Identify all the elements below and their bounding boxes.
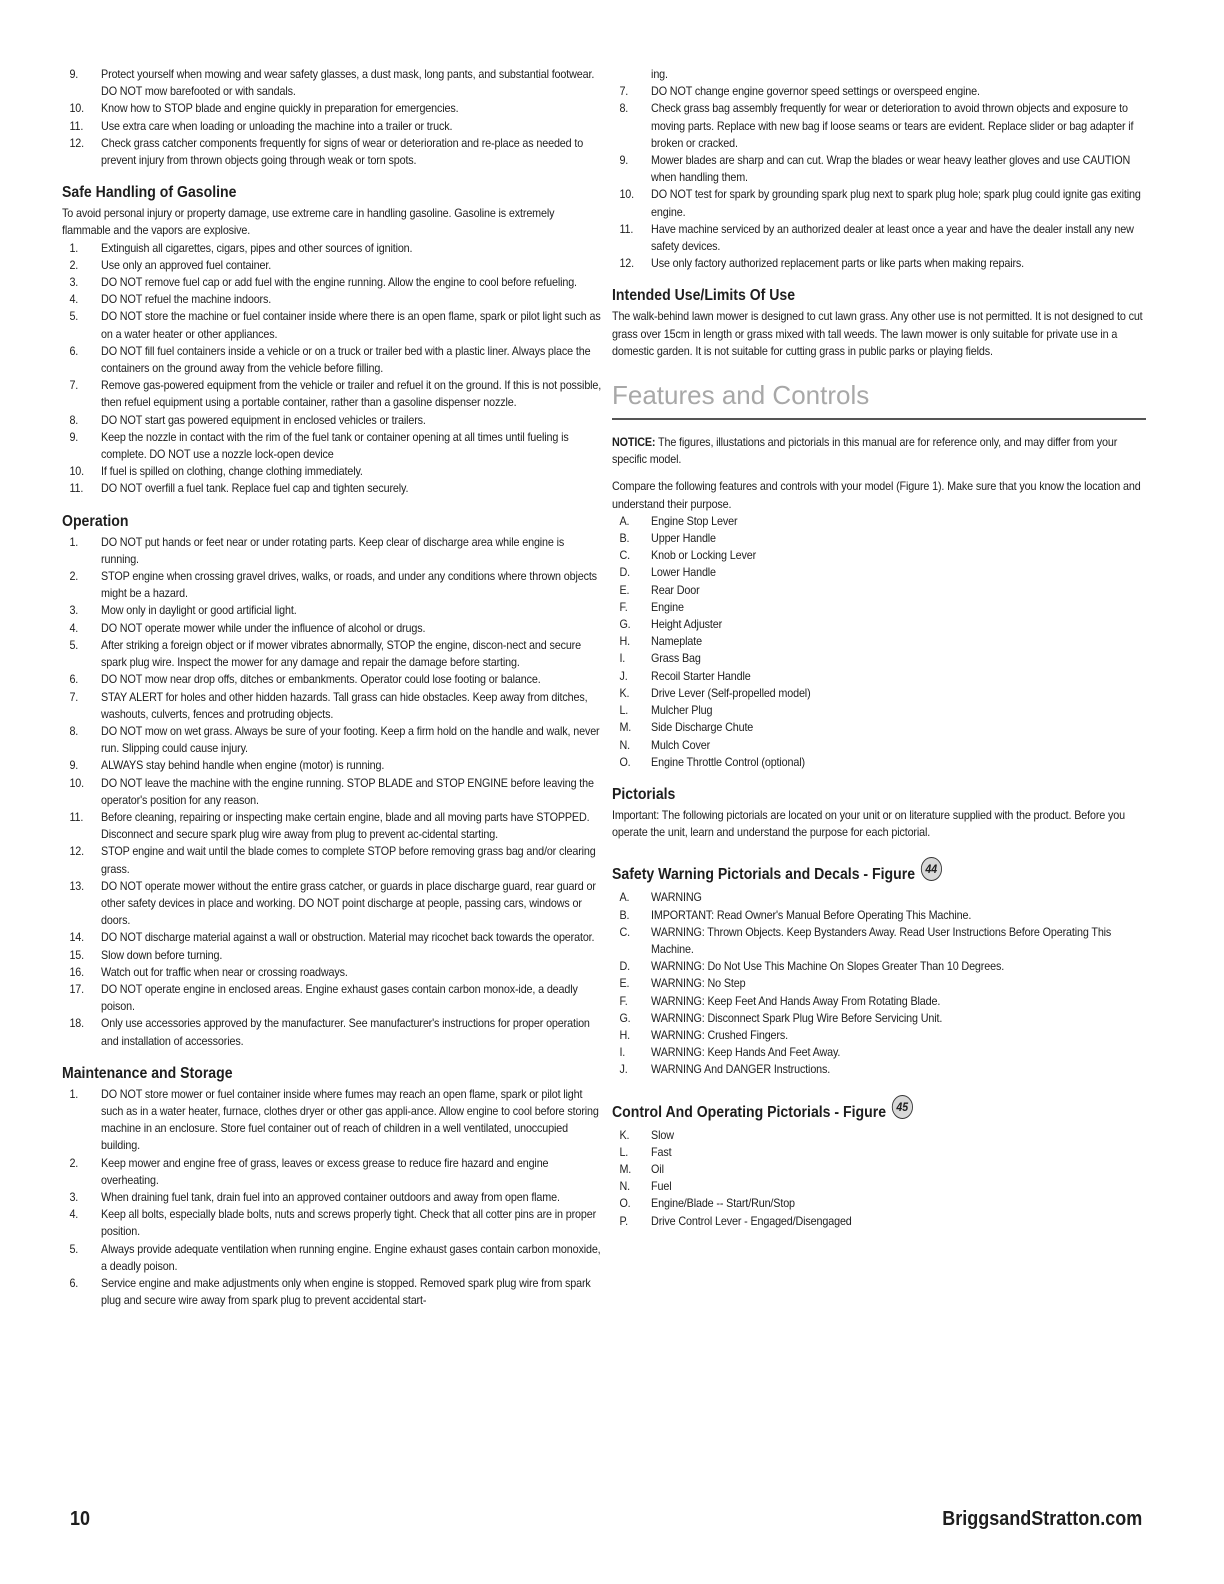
list-item-number: G.	[619, 1011, 631, 1025]
list-item	[612, 633, 1146, 650]
list-item-number: 2.	[69, 1156, 79, 1170]
list-item-number: 12.	[69, 136, 85, 150]
section-heading-intended-use: Intended Use/Limits Of Use	[612, 287, 796, 305]
list-item	[62, 1206, 602, 1240]
list-item-number: G.	[619, 618, 631, 632]
list-item-text: STAY ALERT for holes and other hidden hazards. Tall grass can hide obstacles. Keep away from ditches, washouts, culverts, fences and protruding objects.	[101, 690, 588, 721]
list-item-number: 5.	[69, 1242, 79, 1256]
features-list	[612, 513, 1146, 771]
list-item	[62, 723, 602, 757]
list-item-number: 1.	[69, 535, 79, 549]
safety-list	[612, 889, 1146, 1078]
list-item	[62, 1155, 602, 1189]
list-item-text: Grass Bag	[651, 652, 701, 666]
list-item-number: 5.	[69, 310, 79, 324]
list-item-number: A.	[619, 891, 630, 905]
list-item-text: Mower blades are sharp and can cut. Wrap the blades or wear heavy leather gloves and use CAUTION when handling them.	[651, 154, 1131, 185]
list-item-number: C.	[619, 549, 630, 563]
list-item-number: O.	[619, 755, 631, 769]
list-item	[62, 480, 602, 497]
list-item	[612, 1144, 1146, 1161]
list-item-text: DO NOT refuel the machine indoors.	[101, 293, 272, 307]
figure-45-badge: 45	[892, 1095, 913, 1119]
list-item	[612, 719, 1146, 736]
list-item-text: When draining fuel tank, drain fuel into an approved container outdoors and away from open flame.	[101, 1190, 560, 1204]
list-item	[62, 463, 602, 480]
list-item-text: DO NOT mow near drop offs, ditches or embankments. Operator could lose footing or balance.	[101, 673, 541, 687]
footer-website: BriggsandStratton.com	[941, 1508, 1142, 1530]
list-item-number: I.	[619, 652, 626, 666]
list-item-text: WARNING: Thrown Objects. Keep Bystanders Away. Read User Instructions Before Operating This Machine.	[651, 925, 1112, 956]
list-item-number: 3.	[69, 276, 79, 290]
list-item-text: STOP engine when crossing gravel drives, walks, or roads, and under any conditions where thrown objects might be a hazard.	[101, 570, 597, 601]
list-item-number: M.	[619, 721, 632, 735]
list-item	[62, 1015, 602, 1049]
list-item	[612, 1027, 1146, 1044]
list-item-number: 8.	[619, 102, 629, 116]
list-item	[62, 291, 602, 308]
list-item-number: 7.	[69, 690, 79, 704]
list-item-text: Oil	[651, 1162, 664, 1176]
list-item-number: 11.	[619, 222, 634, 236]
list-item-number: 10.	[69, 776, 85, 790]
left-column	[62, 66, 602, 1309]
list-item-text: Engine Throttle Control (optional)	[651, 755, 805, 769]
list-item-number: O.	[619, 1197, 631, 1211]
list-item-text: Extinguish all cigarettes, cigars, pipes and other sources of ignition.	[101, 241, 413, 255]
list-item-number: H.	[619, 1028, 630, 1042]
list-item-number: K.	[619, 686, 630, 700]
list-item	[62, 775, 602, 809]
list-item-text: Remove gas-powered equipment from the vehicle or trailer and refuel it on the ground. If this is not possible, then refuel equipment using a portable container, rather than a gasoline dispenser nozzle.	[101, 379, 602, 410]
gasoline-list	[62, 240, 602, 498]
list-item	[62, 757, 602, 774]
list-item-number: D.	[619, 566, 630, 580]
list-item-text: Engine	[651, 600, 684, 614]
list-item	[612, 152, 1146, 186]
list-item	[62, 809, 602, 843]
list-item-number: 10.	[69, 465, 85, 479]
list-item	[62, 135, 602, 169]
list-item-text: DO NOT put hands or feet near or under rotating parts. Keep clear of discharge area while engine is running.	[101, 535, 565, 566]
list-item	[612, 547, 1146, 564]
list-item-number: K.	[619, 1128, 630, 1142]
list-item-text: Watch out for traffic when near or crossing roadways.	[101, 965, 348, 979]
list-item	[62, 118, 602, 135]
list-item-text: Recoil Starter Handle	[651, 669, 751, 683]
list-item-text: Slow	[651, 1128, 674, 1142]
list-item-number: L.	[619, 1145, 629, 1159]
list-item-number: 3.	[69, 604, 79, 618]
list-item-number: M.	[619, 1162, 632, 1176]
list-item-number: 3.	[69, 1190, 79, 1204]
list-item	[62, 534, 602, 568]
list-item	[612, 1213, 1146, 1230]
list-item	[612, 924, 1146, 958]
list-item-text: Mulch Cover	[651, 738, 711, 752]
list-item-number: 8.	[69, 413, 79, 427]
heading-rule	[612, 418, 1146, 420]
list-item-number: B.	[619, 532, 630, 546]
operation-list	[62, 534, 602, 1050]
list-item-number: D.	[619, 960, 630, 974]
list-item-text: After striking a foreign object or if mower vibrates abnormally, STOP the engine, discon-nect and secure spark plug wire. Inspect the mower for any damage and repair the damage before starting.	[101, 638, 581, 670]
list-item-text: IMPORTANT: Read Owner's Manual Before Operating This Machine.	[651, 908, 972, 922]
list-item-number: E.	[619, 977, 630, 991]
list-item	[62, 568, 602, 602]
list-item	[612, 83, 1146, 100]
list-item-number: 17.	[69, 982, 85, 996]
list-item-number: P.	[619, 1214, 628, 1228]
list-item	[62, 1189, 602, 1206]
list-item	[612, 599, 1146, 616]
features-heading: Features and Controls	[612, 380, 870, 411]
list-item-number: 18.	[69, 1017, 85, 1031]
list-item	[62, 274, 602, 291]
pictorials-text: Important: The following pictorials are located on your unit or on literature supplied with the product. Before you operate the unit, learn and understand the purpose for each pictorial.	[612, 808, 1125, 840]
list-item	[62, 964, 602, 981]
list-item-number: 2.	[69, 258, 79, 272]
section-heading-maintenance: Maintenance and Storage	[62, 1064, 233, 1082]
list-item-text: Fuel	[651, 1180, 672, 1194]
list-item	[612, 754, 1146, 771]
list-item-text: Check grass bag assembly frequently for wear or deterioration to avoid thrown objects and exposure to moving parts. Replace with new bag if loose seams or tears are evident. Replace slider or bag adapter if broken or cracked.	[651, 102, 1134, 150]
list-item-text: STOP engine and wait until the blade comes to complete STOP before removing grass bag and/or clearing grass.	[101, 845, 596, 876]
control-heading-text: Control And Operating Pictorials - Figure	[612, 1103, 887, 1121]
list-item-number: N.	[619, 1180, 630, 1194]
list-item-text: WARNING: Keep Hands And Feet Away.	[651, 1046, 841, 1060]
list-item-number: 1.	[69, 241, 79, 255]
list-item	[62, 843, 602, 877]
list-item-number: 4.	[69, 621, 79, 635]
intro-list	[62, 66, 602, 169]
list-item	[612, 650, 1146, 667]
figure-44-badge: 44	[921, 857, 942, 881]
list-item-text: WARNING And DANGER Instructions.	[651, 1063, 831, 1077]
list-item	[612, 1161, 1146, 1178]
list-item	[612, 958, 1146, 975]
list-item-number: 2.	[69, 570, 79, 584]
list-item-number: J.	[619, 1063, 628, 1077]
gasoline-intro: To avoid personal injury or property damage, use extreme care in handling gasoline. Gasoline is extremely flammable and the vapors are explosive.	[62, 207, 555, 238]
maintenance-list	[62, 1086, 602, 1310]
list-item-text: Check grass catcher components frequently for signs of wear or deterioration and re-place as needed to prevent injury from thrown objects going through weak or torn spots.	[101, 136, 584, 168]
list-item-text: If fuel is spilled on clothing, change clothing immediately.	[101, 465, 363, 479]
list-item-number: 6.	[69, 344, 79, 358]
list-item	[612, 616, 1146, 633]
section-heading-pictorials: Pictorials	[612, 785, 676, 803]
list-item-text: Know how to STOP blade and engine quickly in preparation for emergencies.	[101, 102, 459, 116]
notice-label: NOTICE:	[612, 436, 656, 450]
list-item-text: Before cleaning, repairing or inspecting make certain engine, blade and all moving parts have STOPPED. Disconnect and secure spark plug wire away from plug to prevent ac-cidental starting.	[101, 810, 590, 842]
list-item-number: F.	[619, 600, 628, 614]
list-item	[612, 975, 1146, 992]
list-item-text: Only use accessories approved by the manufacturer. See manufacturer's instructions for proper operation and installation of accessories.	[101, 1017, 590, 1048]
list-item	[612, 582, 1146, 599]
list-item-text: Always provide adequate ventilation when running engine. Engine exhaust gases contain carbon monoxide, a deadly poison.	[101, 1242, 601, 1273]
notice-text: The figures, illustations and pictorials in this manual are for reference only, and may differ from your specific model.	[612, 436, 1118, 467]
list-item	[62, 947, 602, 964]
list-item-number: 4.	[69, 293, 79, 307]
list-item-text: DO NOT start gas powered equipment in enclosed vehicles or trailers.	[101, 413, 426, 427]
list-item	[612, 100, 1146, 152]
list-item	[612, 889, 1146, 906]
list-item	[62, 66, 602, 100]
list-item-number: 13.	[69, 879, 85, 893]
list-item	[62, 620, 602, 637]
list-item	[62, 602, 602, 619]
list-item-text: Upper Handle	[651, 532, 716, 546]
list-item	[62, 671, 602, 688]
list-item-number: E.	[619, 583, 630, 597]
list-item-number: 8.	[69, 724, 79, 738]
list-item-text: Use only an approved fuel container.	[101, 258, 272, 272]
list-item-text: DO NOT store the machine or fuel container inside where there is an open flame, spark or pilot light such as on a water heater or other appliances.	[101, 310, 601, 341]
list-item	[612, 255, 1146, 272]
list-item-text: Use extra care when loading or unloading the machine into a trailer or truck.	[101, 119, 453, 133]
list-item-text: DO NOT fill fuel containers inside a vehicle or on a truck or trailer bed with a plastic liner. Always place the containers on the ground away from the vehicle before filling.	[101, 344, 591, 376]
list-item-text: DO NOT store mower or fuel container inside where fumes may reach an open flame, spark or pilot light such as in a water heater, furnace, clothes dryer or other gas appli-ance. Allow engine to cool before storing machine in an enclosure. Store fuel container out of reach of children in a well ventilated, unoccupied building.	[101, 1087, 599, 1153]
list-item-number: 9.	[69, 430, 79, 444]
list-item-number: 11.	[69, 810, 84, 824]
list-item-number: N.	[619, 738, 630, 752]
list-item-number: 6.	[69, 1277, 79, 1290]
list-item-text: DO NOT operate mower while under the influence of alcohol or drugs.	[101, 621, 426, 635]
list-item-text: Have machine serviced by an authorized dealer at least once a year and have the dealer install any new safety devices.	[651, 222, 1134, 254]
list-item-number: 7.	[619, 85, 629, 99]
list-item-text: Keep the nozzle in contact with the rim of the fuel tank or container opening at all times until fueling is complete. DO NOT use a nozzle lock-open device	[101, 430, 569, 462]
right-column	[612, 66, 1146, 1230]
list-item-text: DO NOT operate engine in enclosed areas. Engine exhaust gases contain carbon monox-ide, a deadly poison.	[101, 982, 578, 1014]
control-list	[612, 1127, 1146, 1230]
list-item	[62, 981, 602, 1015]
list-item	[612, 513, 1146, 530]
list-item	[612, 530, 1146, 547]
safety-heading-text: Safety Warning Pictorials and Decals - Figure	[612, 866, 916, 884]
list-item-number: 10.	[69, 102, 85, 116]
list-item	[612, 993, 1146, 1010]
list-item	[62, 1275, 602, 1309]
maintenance-list-continued	[612, 83, 1146, 272]
list-item-text: Fast	[651, 1145, 672, 1159]
list-item	[612, 907, 1146, 924]
list-item-text: DO NOT leave the machine with the engine running. STOP BLADE and STOP ENGINE before leaving the operator's position for any reason.	[101, 776, 594, 807]
list-item-text: DO NOT test for spark by grounding spark plug next to spark plug hole; spark plug could ignite gas exiting engine.	[651, 188, 1141, 219]
list-item	[62, 100, 602, 117]
list-item-text: Engine/Blade -- Start/Run/Stop	[651, 1197, 795, 1211]
list-item-number: 7.	[69, 379, 79, 393]
list-item	[612, 1044, 1146, 1061]
list-item-text: Slow down before turning.	[101, 948, 223, 962]
list-item	[62, 878, 602, 930]
list-item	[612, 1010, 1146, 1027]
list-item-number: B.	[619, 908, 630, 922]
page-number: 10	[70, 1508, 91, 1530]
list-item	[62, 637, 602, 671]
continued-text: ing.	[651, 68, 668, 81]
notice-paragraph	[612, 434, 1146, 468]
list-item-text: Drive Control Lever - Engaged/Disengaged	[651, 1214, 852, 1228]
list-item-text: DO NOT mow on wet grass. Always be sure of your footing. Keep a firm hold on the handle and walk, never run. Slipping could cause injury.	[101, 724, 600, 756]
features-intro: Compare the following features and controls with your model (Figure 1). Make sure that you know the location and understand their purpose.	[612, 480, 1141, 511]
list-item	[62, 240, 602, 257]
list-item-text: Lower Handle	[651, 566, 716, 580]
list-item-number: 9.	[69, 68, 79, 81]
list-item	[62, 689, 602, 723]
list-item-text: Height Adjuster	[651, 618, 723, 632]
list-item	[612, 737, 1146, 754]
section-heading-operation: Operation	[62, 512, 129, 530]
list-item-number: 14.	[69, 931, 85, 945]
list-item-text: Rear Door	[651, 583, 700, 597]
list-item-text: Knob or Locking Lever	[651, 549, 757, 563]
list-item	[612, 186, 1146, 220]
intended-use-text: The walk-behind lawn mower is designed to cut lawn grass. Any other use is not permitted. It is not designed to cut grass over 15cm in length or grass mixed with tall weeds. The lawn mower is only suitable for private use in a domestic garden. It is not suitable for cutting grass in public parks or playing fields.	[612, 310, 1143, 358]
list-item-number: L.	[619, 704, 629, 718]
list-item-number: 10.	[619, 188, 635, 202]
list-item-number: H.	[619, 635, 630, 649]
list-item-number: F.	[619, 994, 628, 1008]
list-item-number: 12.	[69, 845, 85, 859]
list-item-text: DO NOT operate mower without the entire grass catcher, or guards in place discharge guard, rear guard or other safety devices in place and working. DO NOT point discharge at people, passing cars, windows or doors.	[101, 879, 596, 928]
list-item-number: 9.	[69, 759, 79, 773]
section-heading-control-pictorials	[612, 1101, 1082, 1125]
list-item-text: Keep mower and engine free of grass, leaves or excess grease to reduce fire hazard and engine overheating.	[101, 1156, 549, 1187]
list-item-text: DO NOT discharge material against a wall or obstruction. Material may ricochet back towards the operator.	[101, 931, 595, 945]
list-item	[62, 929, 602, 946]
list-item-text: WARNING: Keep Feet And Hands Away From Rotating Blade.	[651, 994, 941, 1008]
list-item-text: Keep all bolts, especially blade bolts, nuts and screws properly tight. Check that all cotter pins are in proper position.	[101, 1208, 597, 1239]
list-item-number: 11.	[69, 119, 84, 133]
list-item-text: DO NOT overfill a fuel tank. Replace fuel cap and tighten securely.	[101, 482, 409, 496]
list-item	[612, 1061, 1146, 1078]
list-item-number: 16.	[69, 965, 85, 979]
list-item	[62, 257, 602, 274]
section-heading-gasoline: Safe Handling of Gasoline	[62, 184, 237, 202]
list-item-number: A.	[619, 514, 630, 528]
list-item-number: 15.	[69, 948, 85, 962]
list-item-text: Use only factory authorized replacement parts or like parts when making repairs.	[651, 257, 1025, 271]
list-item	[62, 412, 602, 429]
list-item	[612, 702, 1146, 719]
list-item	[62, 308, 602, 342]
list-item-number: 6.	[69, 673, 79, 687]
list-item	[62, 1241, 602, 1275]
list-item-number: 11.	[69, 482, 84, 496]
list-item	[612, 221, 1146, 255]
list-item	[62, 1086, 602, 1155]
list-item-text: Mulcher Plug	[651, 704, 713, 718]
list-item-text: Drive Lever (Self-propelled model)	[651, 686, 811, 700]
list-item	[612, 1195, 1146, 1212]
list-item-text: WARNING: Do Not Use This Machine On Slopes Greater Than 10 Degrees.	[651, 960, 1005, 974]
list-item-number: 9.	[619, 154, 629, 168]
list-item	[62, 343, 602, 377]
list-item-text: Side Discharge Chute	[651, 721, 754, 735]
list-item-text: DO NOT remove fuel cap or add fuel with the engine running. Allow the engine to cool before refueling.	[101, 276, 577, 290]
list-item	[612, 685, 1146, 702]
list-item-number: 12.	[619, 257, 635, 271]
list-item-number: I.	[619, 1046, 626, 1060]
list-item-text: DO NOT change engine governor speed settings or overspeed engine.	[651, 85, 980, 99]
list-item-text: Mow only in daylight or good artificial light.	[101, 604, 297, 618]
list-item-number: C.	[619, 925, 630, 939]
list-item-number: J.	[619, 669, 628, 683]
section-heading-safety-pictorials	[612, 863, 1082, 887]
list-item	[612, 1127, 1146, 1144]
list-item-text: Nameplate	[651, 635, 702, 649]
list-item-text: Engine Stop Lever	[651, 514, 738, 528]
list-item-text: Service engine and make adjustments only when engine is stopped. Removed spark plug wire from spark plug and secure wire away from spark plug to prevent accidental start-	[101, 1277, 591, 1308]
list-item-number: 5.	[69, 638, 79, 652]
list-item	[62, 429, 602, 463]
list-item	[612, 668, 1146, 685]
list-item-text: Protect yourself when mowing and wear safety glasses, a dust mask, long pants, and substantial footwear. DO NOT mow barefooted or with sandals.	[101, 68, 595, 99]
list-item-number: 1.	[69, 1087, 79, 1101]
list-item-text: ALWAYS stay behind handle when engine (motor) is running.	[101, 759, 385, 773]
list-item-text: WARNING	[651, 891, 702, 905]
list-item	[612, 1178, 1146, 1195]
list-item-text: WARNING: Disconnect Spark Plug Wire Before Servicing Unit.	[651, 1011, 943, 1025]
list-item-text: WARNING: Crushed Fingers.	[651, 1028, 788, 1042]
list-item-number: 4.	[69, 1208, 79, 1222]
list-item	[612, 564, 1146, 581]
list-item-text: WARNING: No Step	[651, 977, 746, 991]
list-item	[62, 377, 602, 411]
